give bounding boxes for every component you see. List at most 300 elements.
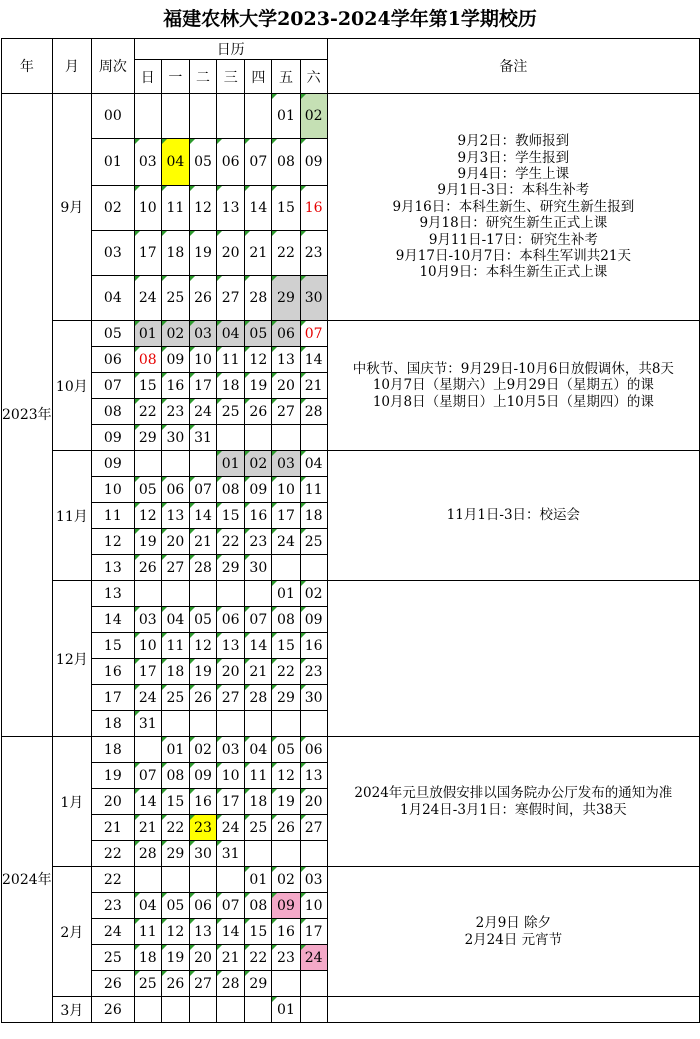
day-cell: 27	[272, 399, 300, 425]
week-number: 05	[92, 321, 135, 347]
day-cell: 20	[217, 659, 245, 685]
day-cell	[217, 581, 245, 607]
day-cell: 28	[245, 276, 272, 321]
day-cell	[245, 711, 272, 737]
calendar-header: 日历	[134, 39, 327, 60]
day-cell: 19	[134, 529, 161, 555]
day-cell: 19	[189, 659, 216, 685]
day-cell: 03	[189, 321, 216, 347]
week-row	[2, 451, 700, 477]
day-cell: 21	[217, 945, 245, 971]
day-cell: 09	[272, 893, 300, 919]
day-cell: 25	[161, 276, 189, 321]
day-cell: 17	[272, 503, 300, 529]
note-line: 10月8日（星期日）上10月5日（星期四）的课	[372, 393, 654, 410]
day-cell: 25	[245, 815, 272, 841]
month-header: 月	[52, 39, 91, 94]
day-cell: 04	[300, 451, 327, 477]
day-cell: 01	[245, 867, 272, 893]
day-cell: 03	[134, 607, 161, 633]
day-cell: 21	[245, 659, 272, 685]
day-cell: 07	[189, 477, 216, 503]
day-cell: 29	[272, 685, 300, 711]
week-number: 19	[92, 763, 135, 789]
day-cell: 01	[134, 321, 161, 347]
day-cell: 24	[300, 945, 327, 971]
week-number: 04	[92, 276, 135, 321]
day-cell: 06	[161, 477, 189, 503]
note-line: 9月2日：教师报到	[457, 133, 570, 150]
day-cell: 21	[189, 529, 216, 555]
week-row	[2, 997, 700, 1023]
day-cell: 04	[161, 139, 189, 186]
day-cell: 13	[161, 503, 189, 529]
week-number: 26	[92, 997, 135, 1023]
day-cell: 15	[245, 919, 272, 945]
day-cell: 11	[217, 347, 245, 373]
day-cell: 08	[272, 139, 300, 186]
week-number: 18	[92, 711, 135, 737]
notes-cell	[327, 737, 699, 867]
week-number: 26	[92, 971, 135, 997]
day-cell	[300, 997, 327, 1023]
day-cell: 22	[272, 231, 300, 276]
day-cell	[272, 711, 300, 737]
week-number: 13	[92, 555, 135, 581]
note-line: 2月9日 除夕	[475, 915, 552, 932]
note-line: 中秋节、国庆节：9月29日-10月6日放假调休，共8天	[352, 360, 674, 377]
day-cell: 15	[272, 186, 300, 231]
notes-cell	[327, 581, 699, 737]
day-cell	[161, 581, 189, 607]
day-cell: 08	[272, 607, 300, 633]
week-row	[2, 581, 700, 607]
day-cell: 11	[161, 186, 189, 231]
day-cell: 16	[161, 373, 189, 399]
day-cell: 10	[134, 633, 161, 659]
weekday-sun: 日	[134, 60, 161, 94]
day-cell: 10	[134, 186, 161, 231]
week-number: 16	[92, 659, 135, 685]
day-cell: 05	[189, 139, 216, 186]
day-cell: 30	[300, 685, 327, 711]
day-cell	[217, 94, 245, 139]
day-cell: 02	[161, 321, 189, 347]
day-cell: 16	[300, 633, 327, 659]
month-cell: 3月	[52, 997, 91, 1023]
day-cell	[217, 711, 245, 737]
week-number: 22	[92, 867, 135, 893]
day-cell: 23	[300, 231, 327, 276]
day-cell: 30	[161, 425, 189, 451]
day-cell: 01	[272, 94, 300, 139]
day-cell: 08	[245, 893, 272, 919]
header-row	[2, 39, 700, 60]
week-number: 00	[92, 94, 135, 139]
day-cell: 28	[217, 971, 245, 997]
day-cell: 27	[217, 276, 245, 321]
day-cell	[217, 425, 245, 451]
day-cell: 28	[134, 841, 161, 867]
day-cell	[300, 555, 327, 581]
day-cell: 07	[217, 893, 245, 919]
day-cell: 11	[245, 763, 272, 789]
day-cell: 07	[245, 139, 272, 186]
day-cell: 12	[161, 919, 189, 945]
day-cell: 24	[272, 529, 300, 555]
day-cell: 12	[189, 633, 216, 659]
week-row	[2, 867, 700, 893]
day-cell: 21	[134, 815, 161, 841]
day-cell: 17	[134, 231, 161, 276]
week-number: 02	[92, 186, 135, 231]
day-cell: 05	[272, 737, 300, 763]
day-cell: 29	[134, 425, 161, 451]
day-cell: 13	[217, 633, 245, 659]
day-cell: 20	[189, 945, 216, 971]
week-number: 06	[92, 347, 135, 373]
day-cell: 15	[217, 503, 245, 529]
day-cell: 06	[189, 893, 216, 919]
notes-cell	[327, 321, 699, 451]
month-cell: 2月	[52, 867, 91, 997]
day-cell: 20	[272, 373, 300, 399]
day-cell: 04	[134, 893, 161, 919]
day-cell	[300, 971, 327, 997]
day-cell: 09	[300, 607, 327, 633]
day-cell: 06	[272, 321, 300, 347]
day-cell	[245, 841, 272, 867]
day-cell	[134, 997, 161, 1023]
week-number: 01	[92, 139, 135, 186]
day-cell: 13	[217, 186, 245, 231]
day-cell	[134, 581, 161, 607]
day-cell: 17	[300, 919, 327, 945]
day-cell: 22	[272, 659, 300, 685]
weekday-sat: 六	[300, 60, 327, 94]
day-cell: 03	[217, 737, 245, 763]
day-cell: 05	[189, 607, 216, 633]
day-cell	[161, 94, 189, 139]
week-number: 22	[92, 841, 135, 867]
note-line: 2024年元旦放假安排以国务院办公厅发布的通知为准	[354, 785, 673, 802]
day-cell: 07	[245, 607, 272, 633]
day-cell	[189, 581, 216, 607]
note-line: 9月16日：本科生新生、研究生新生报到	[392, 198, 635, 215]
day-cell: 29	[245, 971, 272, 997]
day-cell: 26	[189, 276, 216, 321]
day-cell	[245, 425, 272, 451]
calendar-body	[2, 39, 700, 1023]
notes-cell	[327, 867, 699, 997]
day-cell: 18	[161, 659, 189, 685]
day-cell: 09	[161, 347, 189, 373]
day-cell: 02	[300, 581, 327, 607]
note-line: 9月4日：学生上课	[457, 165, 570, 182]
day-cell: 25	[217, 399, 245, 425]
day-cell: 16	[272, 919, 300, 945]
week-header: 周次	[92, 39, 135, 94]
day-cell: 14	[300, 347, 327, 373]
day-cell: 04	[245, 737, 272, 763]
day-cell	[245, 581, 272, 607]
day-cell: 31	[217, 841, 245, 867]
day-cell: 13	[189, 919, 216, 945]
week-number: 25	[92, 945, 135, 971]
day-cell: 06	[217, 139, 245, 186]
week-number: 23	[92, 893, 135, 919]
day-cell	[161, 867, 189, 893]
day-cell: 19	[245, 373, 272, 399]
day-cell	[272, 555, 300, 581]
day-cell: 12	[134, 503, 161, 529]
day-cell: 07	[300, 321, 327, 347]
week-number: 15	[92, 633, 135, 659]
note-line: 9月11日-17日：研究生补考	[428, 231, 598, 248]
week-number: 10	[92, 477, 135, 503]
day-cell: 03	[300, 867, 327, 893]
day-cell: 10	[189, 347, 216, 373]
day-cell: 10	[300, 893, 327, 919]
day-cell: 09	[245, 477, 272, 503]
note-line: 1月24日-3月1日：寒假时间，共38天	[400, 801, 627, 818]
day-cell: 27	[189, 971, 216, 997]
day-cell: 23	[272, 945, 300, 971]
day-cell	[245, 997, 272, 1023]
week-number: 18	[92, 737, 135, 763]
week-number: 08	[92, 399, 135, 425]
day-cell: 14	[245, 186, 272, 231]
day-cell: 23	[245, 529, 272, 555]
day-cell: 19	[189, 231, 216, 276]
day-cell	[300, 425, 327, 451]
day-cell: 18	[161, 231, 189, 276]
day-cell	[189, 867, 216, 893]
day-cell	[134, 867, 161, 893]
day-cell: 15	[161, 789, 189, 815]
day-cell	[161, 997, 189, 1023]
notes-header: 备注	[327, 39, 699, 94]
day-cell: 19	[272, 789, 300, 815]
day-cell: 09	[300, 139, 327, 186]
note-line: 9月17日-10月7日：本科生军训共21天	[395, 248, 631, 265]
day-cell: 27	[217, 685, 245, 711]
note-line: 10月7日（星期六）上9月29日（星期五）的课	[372, 377, 654, 394]
day-cell	[134, 451, 161, 477]
week-number: 09	[92, 451, 135, 477]
day-cell: 05	[245, 321, 272, 347]
day-cell: 29	[217, 555, 245, 581]
day-cell: 04	[217, 321, 245, 347]
day-cell: 08	[161, 763, 189, 789]
year-cell: 2023年	[2, 94, 53, 737]
year-header: 年	[2, 39, 53, 94]
day-cell: 15	[134, 373, 161, 399]
week-row	[2, 321, 700, 347]
day-cell	[161, 711, 189, 737]
day-cell: 10	[217, 763, 245, 789]
weekday-wed: 三	[217, 60, 245, 94]
week-number: 13	[92, 581, 135, 607]
month-cell: 12月	[52, 581, 91, 737]
month-cell: 10月	[52, 321, 91, 451]
day-cell: 14	[217, 919, 245, 945]
note-line: 11月1日-3日：校运会	[446, 507, 581, 524]
day-cell	[245, 94, 272, 139]
day-cell: 16	[245, 503, 272, 529]
day-cell	[300, 841, 327, 867]
day-cell: 14	[134, 789, 161, 815]
day-cell	[134, 94, 161, 139]
month-cell: 11月	[52, 451, 91, 581]
day-cell: 11	[161, 633, 189, 659]
weekday-fri: 五	[272, 60, 300, 94]
day-cell: 02	[272, 867, 300, 893]
day-cell	[300, 711, 327, 737]
month-cell: 9月	[52, 94, 91, 321]
day-cell: 26	[245, 399, 272, 425]
day-cell: 01	[217, 451, 245, 477]
week-number: 11	[92, 503, 135, 529]
year-cell: 2024年	[2, 737, 53, 1023]
week-number: 17	[92, 685, 135, 711]
note-line: 9月3日：学生报到	[457, 149, 570, 166]
day-cell: 26	[189, 685, 216, 711]
day-cell: 18	[300, 503, 327, 529]
day-cell: 14	[245, 633, 272, 659]
day-cell: 30	[245, 555, 272, 581]
day-cell: 25	[134, 971, 161, 997]
week-number: 14	[92, 607, 135, 633]
calendar-table	[1, 38, 700, 1023]
week-number: 07	[92, 373, 135, 399]
day-cell: 22	[245, 945, 272, 971]
day-cell: 06	[217, 607, 245, 633]
notes-cell	[327, 451, 699, 581]
week-number: 24	[92, 919, 135, 945]
day-cell: 16	[189, 789, 216, 815]
day-cell: 28	[245, 685, 272, 711]
day-cell: 01	[272, 997, 300, 1023]
day-cell: 20	[161, 529, 189, 555]
day-cell	[161, 451, 189, 477]
day-cell: 16	[300, 186, 327, 231]
day-cell: 02	[189, 737, 216, 763]
day-cell: 10	[272, 477, 300, 503]
week-number: 21	[92, 815, 135, 841]
day-cell: 17	[217, 789, 245, 815]
day-cell: 06	[300, 737, 327, 763]
day-cell: 22	[161, 815, 189, 841]
day-cell: 08	[134, 347, 161, 373]
notes-cell	[327, 94, 699, 321]
notes-cell	[327, 997, 699, 1023]
day-cell	[272, 971, 300, 997]
note-line: 2月24日 元宵节	[464, 931, 563, 948]
day-cell: 22	[217, 529, 245, 555]
day-cell: 25	[300, 529, 327, 555]
day-cell: 31	[189, 425, 216, 451]
day-cell: 22	[134, 399, 161, 425]
day-cell: 30	[189, 841, 216, 867]
month-cell: 1月	[52, 737, 91, 867]
day-cell: 27	[161, 555, 189, 581]
week-row	[2, 737, 700, 763]
day-cell: 03	[272, 451, 300, 477]
weekday-thu: 四	[245, 60, 272, 94]
day-cell: 23	[300, 659, 327, 685]
day-cell	[217, 867, 245, 893]
week-number: 03	[92, 231, 135, 276]
day-cell: 08	[217, 477, 245, 503]
day-cell: 29	[161, 841, 189, 867]
day-cell: 04	[161, 607, 189, 633]
day-cell: 24	[134, 276, 161, 321]
day-cell: 17	[189, 373, 216, 399]
day-cell: 23	[189, 815, 216, 841]
day-cell: 14	[189, 503, 216, 529]
day-cell: 28	[300, 399, 327, 425]
day-cell: 01	[272, 581, 300, 607]
day-cell: 28	[189, 555, 216, 581]
day-cell: 02	[300, 94, 327, 139]
day-cell: 24	[134, 685, 161, 711]
day-cell	[134, 737, 161, 763]
day-cell: 09	[189, 763, 216, 789]
day-cell: 21	[245, 231, 272, 276]
day-cell	[272, 425, 300, 451]
day-cell: 26	[272, 815, 300, 841]
weekday-tue: 二	[189, 60, 216, 94]
week-number: 09	[92, 425, 135, 451]
day-cell: 19	[161, 945, 189, 971]
week-row	[2, 94, 700, 139]
day-cell: 11	[300, 477, 327, 503]
day-cell: 23	[161, 399, 189, 425]
day-cell: 05	[161, 893, 189, 919]
day-cell: 26	[161, 971, 189, 997]
day-cell: 25	[161, 685, 189, 711]
day-cell	[189, 711, 216, 737]
day-cell: 24	[189, 399, 216, 425]
week-number: 12	[92, 529, 135, 555]
day-cell: 30	[300, 276, 327, 321]
day-cell: 02	[245, 451, 272, 477]
day-cell: 27	[300, 815, 327, 841]
day-cell: 21	[300, 373, 327, 399]
day-cell: 12	[272, 763, 300, 789]
day-cell: 13	[272, 347, 300, 373]
day-cell: 17	[134, 659, 161, 685]
day-cell: 03	[134, 139, 161, 186]
day-cell: 29	[272, 276, 300, 321]
day-cell: 31	[134, 711, 161, 737]
page-title: 福建农林大学2023-2024学年第1学期校历	[163, 8, 537, 30]
day-cell: 18	[134, 945, 161, 971]
day-cell: 12	[189, 186, 216, 231]
day-cell: 11	[134, 919, 161, 945]
day-cell: 24	[217, 815, 245, 841]
day-cell	[189, 451, 216, 477]
day-cell: 20	[300, 789, 327, 815]
day-cell: 26	[134, 555, 161, 581]
day-cell	[217, 997, 245, 1023]
day-cell: 13	[300, 763, 327, 789]
day-cell: 07	[134, 763, 161, 789]
day-cell: 05	[134, 477, 161, 503]
day-cell: 20	[217, 231, 245, 276]
day-cell: 15	[272, 633, 300, 659]
